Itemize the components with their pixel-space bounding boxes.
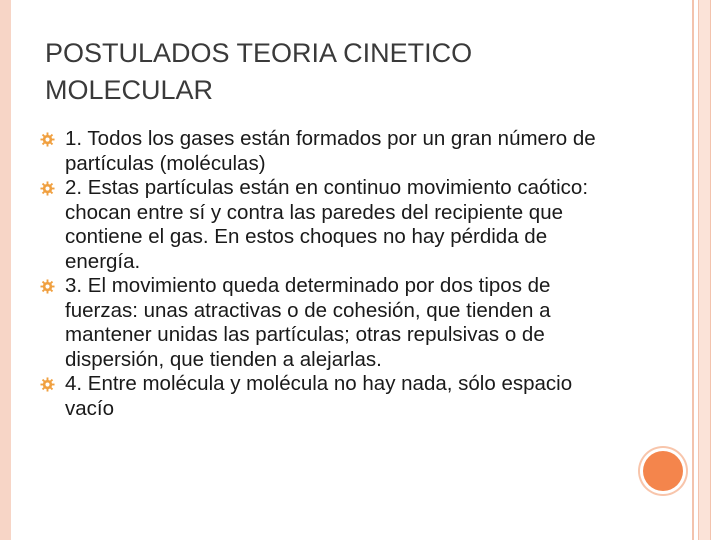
- bullet-item-2: [40, 176, 620, 274]
- accent-circle: [643, 451, 683, 491]
- bullet-text: 4. Entre molécula y molécula no hay nada, sólo espacio vacío: [65, 372, 573, 420]
- bullet-text: 2. Estas partículas están en continuo movimiento caótico: chocan entre sí y contra las paredes del recipiente que contiene el gas. En estos choques no hay pérdida de energía.: [65, 176, 589, 273]
- bullet-text: 3. El movimiento queda determinado por dos tipos de fuerzas: unas atractivas o de cohesión, que tienden a mantener unidas las partículas; otras repulsivas o de dispersión, que tienden a alejarlas.: [65, 274, 551, 371]
- gear-icon: [40, 377, 55, 392]
- gear-icon: [40, 279, 55, 294]
- bullet-item-4: [40, 372, 620, 421]
- gear-icon: [40, 181, 55, 196]
- bullet-item-1: [40, 127, 620, 176]
- bullet-text: 1. Todos los gases están formados por un gran número de partículas (moléculas): [65, 127, 596, 175]
- bullet-item-3: [40, 274, 620, 372]
- slide-title: POSTULADOS TEORIA CINETICO MOLECULAR: [45, 38, 473, 105]
- right-decorative-line: [692, 0, 694, 540]
- right-decorative-band: [698, 0, 711, 540]
- bullet-list: [40, 127, 620, 421]
- gear-icon: [40, 132, 55, 147]
- left-decorative-band: [0, 0, 11, 540]
